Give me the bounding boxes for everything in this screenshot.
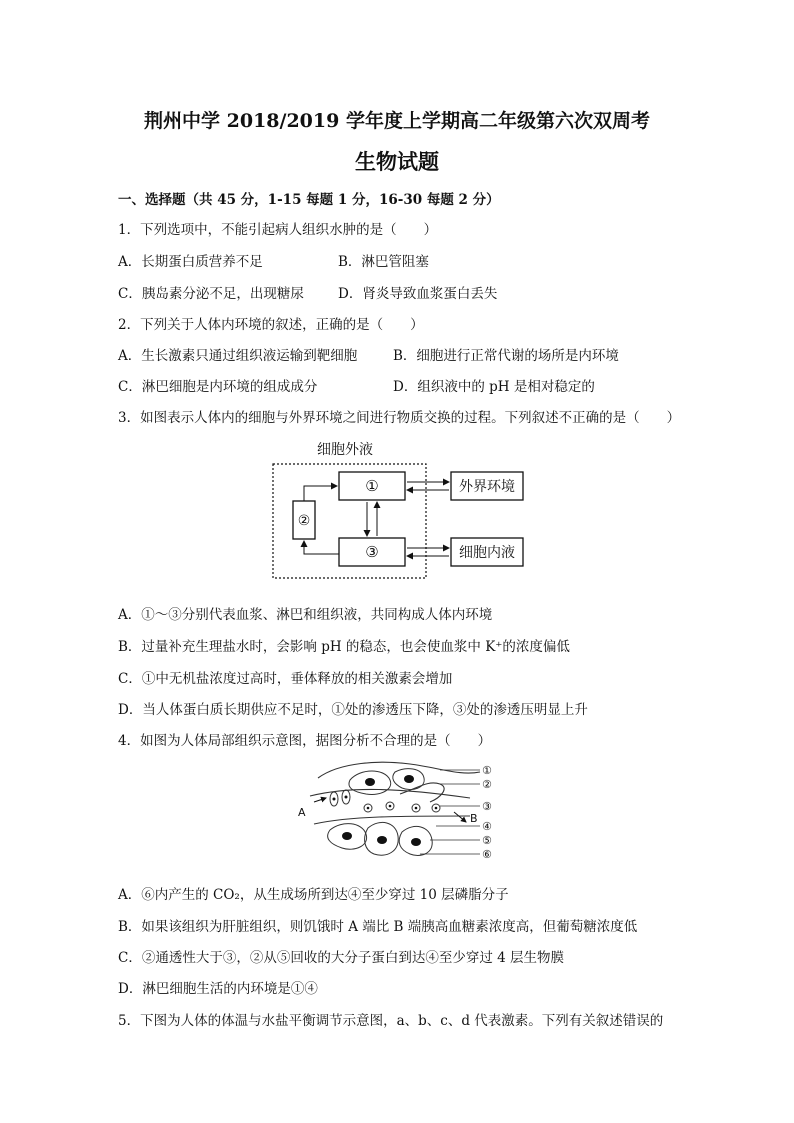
q1-option-d: D．肾炎导致血浆蛋白丢失 [338, 286, 498, 302]
q3-option-a: A．①～③分别代表血浆、淋巴和组织液，共同构成人体内环境 [118, 607, 493, 623]
exam-subtitle: 生物试题 [355, 149, 439, 174]
q3-intracellular-label: 细胞内液 [459, 545, 515, 561]
q4-option-b: B．如果该组织为肝脏组织，则饥饿时 A 端比 B 端胰高血糖素浓度高，但葡萄糖浓度低 [118, 919, 638, 935]
q4-tissue-diagram [290, 758, 510, 866]
q2-option-a: A．生长激素只通过组织液运输到靶细胞 [118, 348, 358, 364]
q3-option-c: C．①中无机盐浓度过高时，垂体释放的相关激素会增加 [118, 671, 453, 687]
q3-option-d: D．当人体蛋白质长期供应不足时，①处的渗透压下降，③处的渗透压明显上升 [118, 702, 588, 718]
q3-option-b: B．过量补充生理盐水时，会影响 pH 的稳态，也会使血浆中 K⁺的浓度偏低 [118, 639, 570, 655]
q5-stem: 5．下图为人体的体温与水盐平衡调节示意图，a、b、c、d 代表激素。下列有关叙述错误的 [118, 1013, 664, 1029]
q4-label-b: B [470, 812, 478, 825]
q4-number-1: ① [482, 764, 492, 777]
q1-option-b: B．淋巴管阻塞 [338, 254, 429, 270]
q3-box-1-label: ① [365, 477, 379, 495]
q4-number-6: ⑥ [482, 848, 492, 861]
q4-stem: 4．如图为人体局部组织示意图，据图分析不合理的是（ ） [118, 733, 492, 749]
q4-number-5: ⑤ [482, 834, 492, 847]
q1-option-a: A．长期蛋白质营养不足 [118, 254, 263, 270]
exam-title: 荆州中学 2018/2019 学年度上学期高二年级第六次双周考 [144, 110, 650, 132]
q1-option-c: C．胰岛素分泌不足，出现糖尿 [118, 286, 304, 302]
q4-number-4: ④ [482, 820, 492, 833]
q4-label-a: A [298, 806, 306, 819]
q4-number-2: ② [482, 778, 492, 791]
q3-extracellular-label: 细胞外液 [317, 442, 373, 458]
q2-stem: 2．下列关于人体内环境的叙述，正确的是（ ） [118, 317, 424, 333]
q4-option-a: A．⑥内产生的 CO₂，从生成场所到达④至少穿过 10 层磷脂分子 [118, 887, 509, 903]
q3-diagram [265, 436, 535, 584]
q2-option-d: D．组织液中的 pH 是相对稳定的 [393, 379, 595, 395]
q3-external-label: 外界环境 [459, 479, 515, 495]
section-heading: 一、选择题（共 45 分，1-15 每题 1 分，16-30 每题 2 分） [118, 192, 500, 208]
q4-option-c: C．②通透性大于③，②从⑤回收的大分子蛋白到达④至少穿过 4 层生物膜 [118, 950, 565, 966]
q4-number-3: ③ [482, 800, 492, 813]
q2-option-c: C．淋巴细胞是内环境的组成成分 [118, 379, 318, 395]
q1-stem: 1．下列选项中，不能引起病人组织水肿的是（ ） [118, 222, 438, 238]
q3-box-3-label: ③ [365, 543, 379, 561]
q3-box-2-label: ② [297, 513, 311, 529]
q3-stem: 3．如图表示人体内的细胞与外界环境之间进行物质交换的过程。下列叙述不正确的是（ ） [118, 410, 681, 426]
q4-option-d: D．淋巴细胞生活的内环境是①④ [118, 981, 318, 997]
q2-option-b: B．细胞进行正常代谢的场所是内环境 [393, 348, 619, 364]
